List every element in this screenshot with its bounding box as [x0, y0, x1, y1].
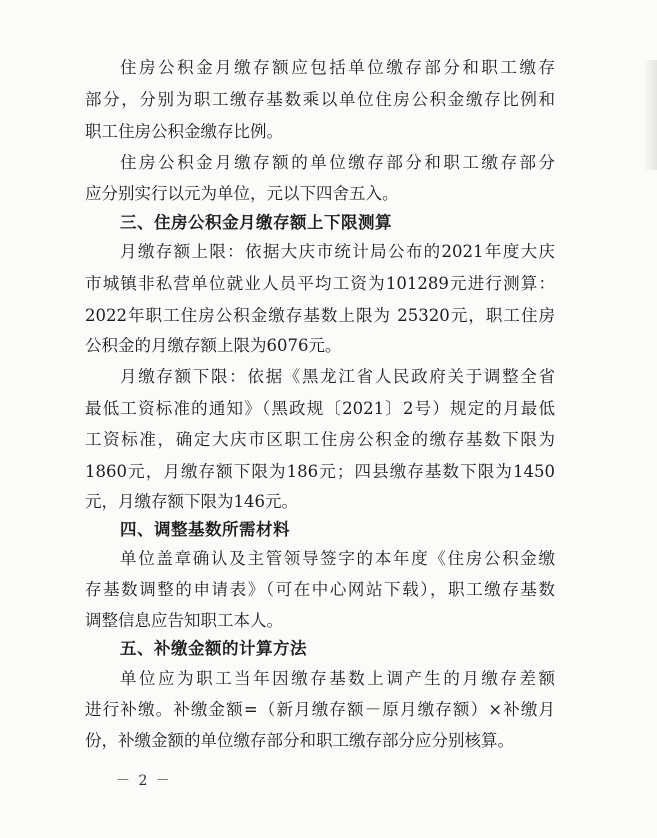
section-heading: 四、调整基数所需材料 — [120, 520, 290, 539]
paragraph-line: 部分，分别为职工缴存基数乘以单位住房公积金缴存比例和 — [85, 90, 555, 109]
paragraph-line: 市城镇非私营单位就业人员平均工资为101289元进行测算： — [85, 274, 555, 293]
section-heading: 三、住房公积金月缴存额上下限测算 — [120, 213, 392, 232]
paragraph-line: 职工住房公积金缴存比例。 — [85, 122, 283, 141]
paragraph-line: 存基数调整的申请表》（可在中心网站下载），职工缴存基数 — [85, 580, 555, 599]
page-number: － 2 － — [116, 773, 172, 789]
section-heading: 五、补缴金额的计算方法 — [120, 639, 307, 658]
paragraph-line: 工资标准，确定大庆市区职工住房公积金的缴存基数下限为 — [85, 430, 555, 449]
paragraph-line: 份，补缴金额的单位缴存部分和职工缴存部分应分别核算。 — [85, 731, 514, 750]
paragraph-line: 公积金的月缴存额上限为6076元。 — [85, 336, 342, 355]
paragraph-line: 应分别实行以元为单位，元以下四舍五入。 — [85, 184, 399, 203]
paragraph-line: 进行补缴。补缴金额=（新月缴存额－原月缴存额）×补缴月 — [85, 700, 555, 719]
paragraph-line: 住房公积金月缴存额应包括单位缴存部分和职工缴存 — [120, 58, 555, 77]
paragraph-line: 单位应为职工当年因缴存基数上调产生的月缴存差额 — [120, 669, 555, 688]
paragraph-line: 最低工资标准的通知》（黑政规〔2021〕2号）规定的月最低 — [85, 399, 555, 418]
paragraph-line: 月缴存额上限：依据大庆市统计局公布的2021年度大庆 — [120, 242, 555, 261]
scan-shadow — [643, 60, 657, 170]
paragraph-line: 住房公积金月缴存额的单位缴存部分和职工缴存部分 — [120, 153, 555, 172]
paragraph-line: 调整信息应告知职工本人。 — [85, 611, 283, 630]
paragraph-line: 2022年职工住房公积金缴存基数上限为 25320元，职工住房 — [85, 306, 555, 325]
paragraph-line: 单位盖章确认及主管领导签字的本年度《住房公积金缴 — [120, 549, 555, 568]
paragraph-line: 元，月缴存额下限为146元。 — [85, 492, 298, 511]
paragraph-line: 月缴存额下限：依据《黑龙江省人民政府关于调整全省 — [120, 367, 555, 386]
paragraph-line: 1860元，月缴存额下限为186元；四县缴存基数下限为1450 — [85, 462, 555, 481]
